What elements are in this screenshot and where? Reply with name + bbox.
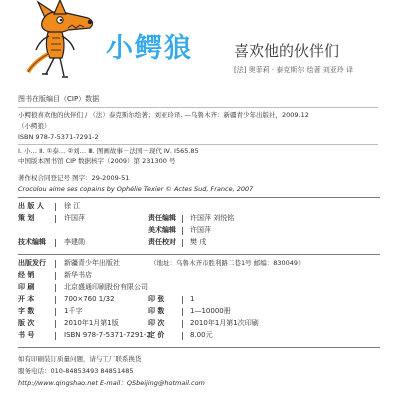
footer-notice: 如有印刷装订质量问题，请与工厂联系换货 [18, 355, 142, 363]
cip-divider [18, 107, 378, 108]
credits-line: [法] 奥菲莉 · 泰克斯尔 绘著 刘亚玲 译 [234, 66, 354, 74]
crocolou-mascot-icon [16, 0, 106, 80]
pub-label: 定 价 [148, 331, 165, 339]
pub-value: 2010年1月第1次印刷 [190, 319, 259, 327]
label-divider [182, 239, 183, 247]
book-title: 喜欢他的伙伴们 [234, 42, 340, 60]
pub-value: ISBN 978-7-5371-7291-2 [64, 331, 151, 339]
pub-value: 700×760 1/32 [64, 295, 115, 303]
footer-phone: 服务电话：010-84853493 84851485 [18, 367, 134, 375]
pub-value: 1千字 [64, 307, 83, 315]
pub-value: 8.00元 [190, 331, 213, 339]
staff-label: 出 版 人 [18, 202, 44, 210]
staff-value: 樊 戌 [190, 238, 207, 246]
label-divider [55, 203, 56, 211]
cip-divider [18, 144, 378, 145]
pub-label: 印 刷 [18, 283, 35, 291]
pub-label: 开 本 [18, 295, 35, 303]
pub-label: 印 数 [148, 307, 165, 315]
cip-line: ISBN 978-7-5371-7291-2 [18, 133, 99, 141]
pub-address: （地址：乌鲁木齐市胜利路二巷1号 邮编：830049） [150, 259, 305, 267]
cip-line: （小鳄狼） [18, 122, 51, 130]
label-divider [55, 272, 56, 280]
pub-value: 2010年1月第1版 [64, 319, 119, 327]
label-divider [55, 215, 56, 223]
pub-label: 印 次 [148, 319, 165, 327]
staff-bottom-rule [18, 254, 380, 255]
pub-value: 1 [190, 295, 195, 303]
pub-label: 版 次 [18, 319, 35, 327]
footer-web: http://www.qingshao.net E-mail：QSbeijing@hotmail.com [18, 379, 205, 387]
series-title: 小鳄狼 [106, 33, 193, 64]
staff-value: 李建勋 [64, 238, 85, 246]
pub-value: 1—10000册 [190, 307, 231, 315]
copyright-registration: 著作权合同登记号 图字：29-2009-51 [18, 174, 130, 182]
label-divider [55, 308, 56, 316]
pub-bottom-rule [18, 347, 380, 348]
label-divider [55, 260, 56, 268]
label-divider [182, 320, 183, 328]
pub-label: 出版发行 [18, 259, 46, 267]
pub-label: 经 销 [18, 271, 35, 279]
staff-label: 美术编辑 [148, 226, 176, 234]
cip-line: 中国版本图书馆 CIP 数据核字（2009）第 231300 号 [18, 157, 176, 165]
label-divider [182, 308, 183, 316]
pub-value: 新华书店 [64, 271, 92, 279]
label-divider [55, 296, 56, 304]
staff-label: 技术编辑 [18, 238, 46, 246]
label-divider [55, 320, 56, 328]
copyright-original: Crocolou aime ses copains by Ophélie Texier © Actes Sud, France, 2007 [18, 185, 254, 193]
staff-value: 许国萍 [190, 226, 211, 234]
pub-label: 字 数 [18, 307, 35, 315]
staff-value: 徐 江 [64, 202, 81, 210]
staff-top-rule [18, 197, 380, 198]
label-divider [55, 284, 56, 292]
label-divider [55, 332, 56, 340]
staff-label: 责任编辑 [148, 214, 176, 222]
label-divider [182, 227, 183, 235]
label-divider [182, 215, 183, 223]
label-divider [55, 239, 56, 247]
pub-value: 北京盛通印刷股份有限公司 [64, 283, 148, 291]
staff-label: 策 划 [18, 214, 35, 222]
pub-label: 书 号 [18, 331, 35, 339]
cip-line: 小鳄狼喜欢他的伙伴们 / （法）泰克斯尔绘著；刘亚玲译. —乌鲁木齐：新疆青少年出版社，2009.12 [18, 111, 309, 119]
cip-heading: 图书在版编目（CIP）数据 [18, 95, 100, 103]
pub-label: 印 张 [148, 295, 165, 303]
label-divider [182, 332, 183, 340]
pub-value: 新疆青少年出版社 [64, 259, 120, 267]
staff-value: 许国萍 [64, 214, 85, 222]
cip-line: Ⅰ. 小… Ⅱ. ①泰… ②刘… Ⅲ. 图画故事－法国－现代 Ⅳ. I565.85 [18, 147, 199, 155]
staff-value: 许国萍 刘悦铭 [190, 214, 235, 222]
staff-label: 责任校对 [148, 238, 176, 246]
label-divider [182, 296, 183, 304]
